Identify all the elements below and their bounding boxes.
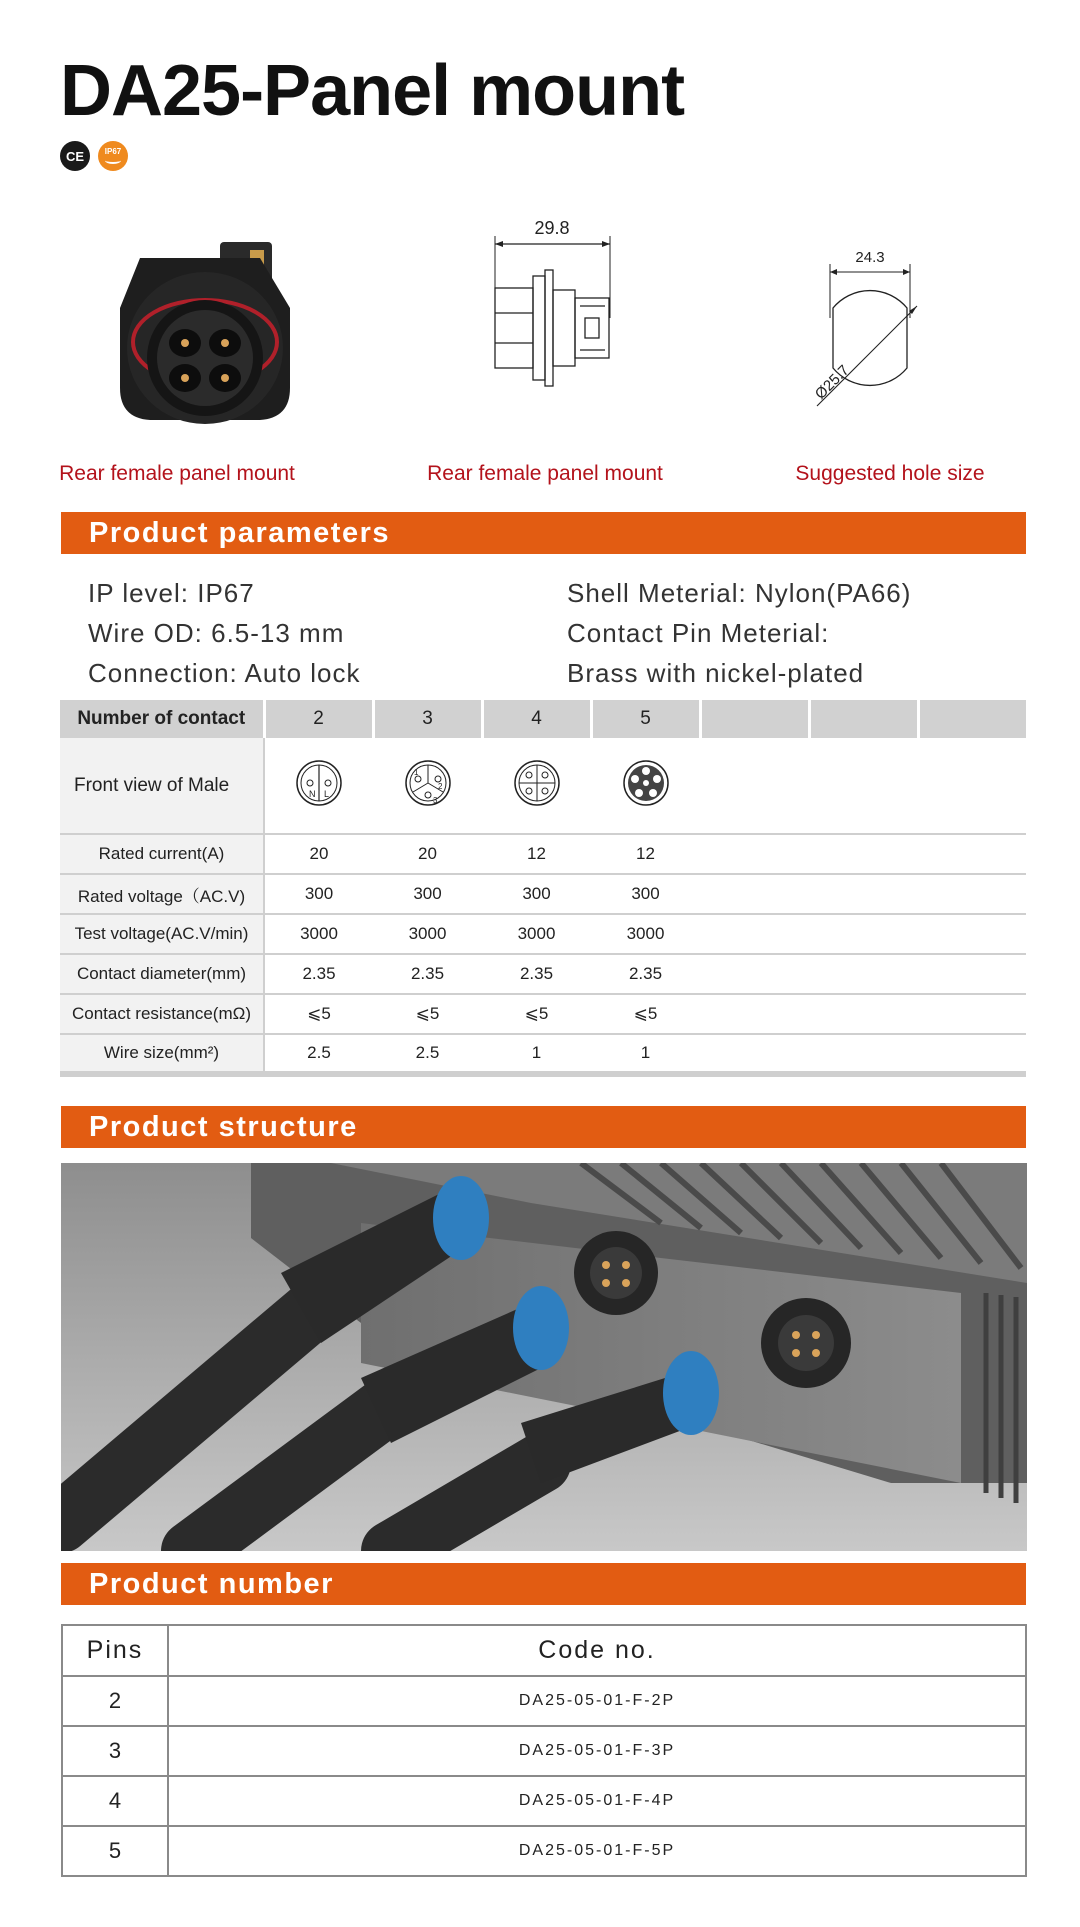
svg-text:1: 1 xyxy=(413,768,418,777)
product-number-table xyxy=(61,1624,1027,1877)
certification-badges xyxy=(60,141,128,171)
spec-row-wire-size: Wire size(mm²) 2.5 2.5 1 1 xyxy=(60,1034,1026,1074)
spec-table xyxy=(60,700,1026,1077)
spec-contact-4: 4 xyxy=(482,700,591,738)
five-pin-face-icon xyxy=(622,759,670,807)
params-right xyxy=(567,573,911,693)
param-shell-material: Shell Meterial: Nylon(PA66) xyxy=(567,578,912,608)
svg-text:3: 3 xyxy=(432,796,437,805)
spec-row-contact-resistance: Contact resistance(mΩ) ⩽5 ⩽5 ⩽5 ⩽5 xyxy=(60,994,1026,1034)
code-header: Code no. xyxy=(168,1625,1026,1676)
pins-header: Pins xyxy=(62,1625,168,1676)
product-number-row: 2 DA25-05-01-F-2P xyxy=(62,1676,1026,1726)
product-number-row: 3 DA25-05-01-F-3P xyxy=(62,1726,1026,1776)
param-contact-plating: Brass with nickel-plated xyxy=(567,658,865,688)
spec-contact-3: 3 xyxy=(373,700,482,738)
section-product-number: Product number xyxy=(61,1563,1026,1605)
two-pin-face-icon xyxy=(295,759,343,807)
length-dimension: 29.8 xyxy=(534,218,570,238)
section-product-parameters: Product parameters xyxy=(61,512,1026,554)
spec-contact-2: 2 xyxy=(264,700,373,738)
params-left xyxy=(88,573,361,693)
section-product-structure: Product structure xyxy=(61,1106,1026,1148)
hole-diameter-dimension: Ø25.7 xyxy=(811,361,853,403)
caption-hole-size: Suggested hole size xyxy=(795,462,985,485)
product-number-header xyxy=(62,1625,1026,1676)
connector-photo xyxy=(110,238,310,428)
svg-text:2: 2 xyxy=(437,782,442,791)
spec-front-view-row xyxy=(60,738,1026,834)
svg-text:L: L xyxy=(324,789,330,799)
ip67-badge-icon: IP67 xyxy=(98,141,128,171)
three-pin-face-icon xyxy=(404,759,452,807)
ce-mark-icon: CE xyxy=(60,141,90,171)
hole-size-drawing xyxy=(795,248,945,418)
spec-row-rated-voltage: Rated voltage（AC.V) 300 300 300 300 xyxy=(60,874,1026,914)
page-title: DA25-Panel mount xyxy=(60,51,685,131)
hole-width-dimension: 24.3 xyxy=(855,249,885,266)
caption-drawing: Rear female panel mount xyxy=(427,462,663,485)
spec-header-row xyxy=(60,700,1026,738)
product-number-row: 4 DA25-05-01-F-4P xyxy=(62,1776,1026,1826)
svg-text:N: N xyxy=(309,789,316,799)
spec-row-rated-current: Rated current(A) 20 20 12 12 xyxy=(60,834,1026,874)
spec-row-contact-diameter: Contact diameter(mm) 2.35 2.35 2.35 2.35 xyxy=(60,954,1026,994)
product-structure-photo xyxy=(61,1163,1027,1551)
param-contact-pin-material: Contact Pin Meterial: xyxy=(567,618,830,648)
product-number-row: 5 DA25-05-01-F-5P xyxy=(62,1826,1026,1876)
spec-header-label: Number of contact xyxy=(60,700,264,738)
spec-contact-5: 5 xyxy=(591,700,700,738)
param-wire-od: Wire OD: 6.5-13 mm xyxy=(88,618,345,648)
param-ip-level: IP level: IP67 xyxy=(88,578,255,608)
four-pin-face-icon xyxy=(513,759,561,807)
caption-photo: Rear female panel mount xyxy=(59,462,295,485)
spec-front-view-label: Front view of Male xyxy=(60,738,264,834)
spec-row-test-voltage: Test voltage(AC.V/min) 3000 3000 3000 3000 xyxy=(60,914,1026,954)
param-connection: Connection: Auto lock xyxy=(88,658,361,688)
side-dimension-drawing xyxy=(485,218,625,418)
